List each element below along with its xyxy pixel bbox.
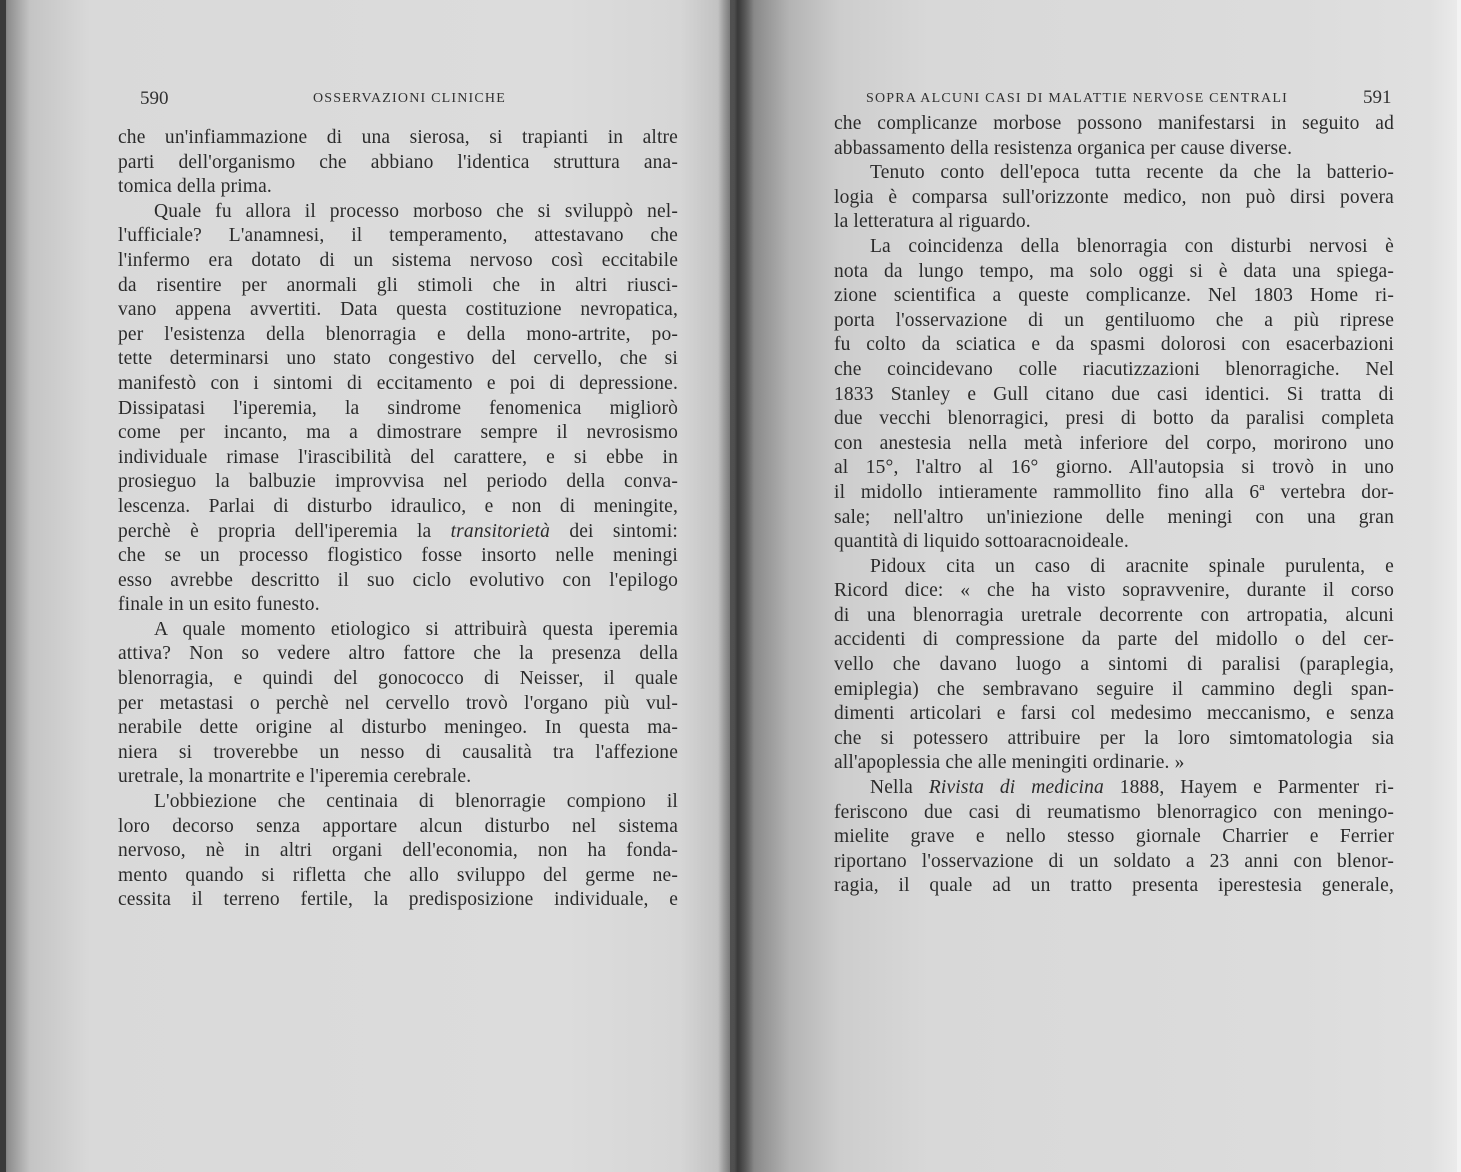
text-line: blenorragia, e quindi del gonococco di Neisser, il quale [118, 668, 678, 690]
text-line: parti dell'organismo che abbiano l'identica struttura ana- [118, 151, 678, 173]
text-line: A quale momento etiologico si attribuirà questa iperemia [154, 618, 678, 640]
text-line: abbassamento della resistenza organica per cause diverse. [834, 137, 1293, 159]
text-line: con anestesia nella metà inferiore del corpo, morirono uno [834, 432, 1394, 454]
text-line: accidenti di compressione da parte del midollo o del cer- [834, 629, 1394, 651]
text-line: che coincidevano colle riacutizzazioni blenorragiche. Nel [834, 358, 1394, 380]
text-line: due vecchi blenorragici, presi di botto da paralisi completa [834, 408, 1394, 430]
text-line: niera si troverebbe un nesso di causalità tra l'affezione [118, 741, 678, 763]
text-line: Quale fu allora il processo morboso che si sviluppò nel- [154, 200, 678, 222]
text-run: 1888, Hayem e Parmenter ri- [1103, 777, 1394, 799]
text-line: la letteratura al riguardo. [834, 211, 1031, 233]
text-line: al 15°, l'altro al 16° giorno. All'autopsia si trovò in uno [834, 457, 1394, 479]
text-line: tette determinarsi uno stato congestivo del cervello, che si [118, 348, 678, 370]
text-line: che si potessero attribuire per la loro simtomatologia sia [834, 727, 1394, 749]
italic-text-run: transitorietà [450, 520, 551, 542]
text-line: di una blenorragia uretrale decorrente con artropatia, alcuni [834, 604, 1394, 626]
text-line: ragia, il quale ad un tratto presenta iperestesia generale, [834, 875, 1394, 897]
text-line [834, 776, 1394, 801]
text-line: uretrale, la monartrite e l'iperemia cerebrale. [118, 766, 472, 788]
text-line: nervoso, nè in altri organi dell'economia, non ha fonda- [118, 840, 678, 862]
text-line: emiplegia) che sembravano seguire il cammino degli span- [834, 678, 1394, 700]
text-line: come per incanto, ma a dimostrare sempre il nevrosismo [118, 422, 678, 444]
text-line: riportano l'osservazione di un soldato a 23 anni con blenor- [834, 850, 1394, 872]
text-line: all'apoplessia che alle meningiti ordinarie. » [834, 752, 1185, 774]
text-line: che un'infiammazione di una sierosa, si trapianti in altre [118, 127, 678, 148]
text-line: quantità di liquido sottoaracnoideale. [834, 531, 1129, 553]
text-line: cessita il terreno fertile, la predisposizione individuale, e [118, 889, 678, 911]
text-line: finale in un esito funesto. [118, 594, 320, 616]
page-edge [1457, 0, 1461, 1172]
running-head: OSSERVAZIONI CLINICHE [313, 91, 506, 106]
text-line: zione scientifica a queste complicanze. Nel 1803 Home ri- [834, 285, 1394, 307]
text-line: Pidoux cita un caso di aracnite spinale purulenta, e [870, 555, 1394, 577]
page-number: 591 [1363, 87, 1392, 108]
text-line: Ricord dice: « che ha visto sopravvenire, durante il corso [834, 580, 1394, 602]
text-line: dimenti articolari e farsi col medesimo meccanismo, e senza [834, 703, 1394, 725]
text-line: feriscono due casi di reumatismo blenorragico con meningo- [834, 801, 1394, 823]
page-edge-shadow [0, 0, 6, 1172]
text-line: mento quando si rifletta che allo sviluppo del germe ne- [118, 864, 678, 886]
text-line: 1833 Stanley e Gull citano due casi identici. Si tratta di [834, 383, 1394, 405]
text-line: che se un processo flogistico fosse insorto nelle meningi [118, 545, 678, 567]
text-line: logia è comparsa sull'orizzonte medico, non può dirsi povera [834, 186, 1394, 208]
text-line [118, 520, 678, 545]
text-line: da risentire per anormali gli stimoli che in altri riusci- [118, 274, 678, 296]
text-line: sale; nell'altro un'iniezione delle meningi con una gran [834, 506, 1394, 528]
text-line: esso avrebbe descritto il suo ciclo evolutivo con l'epilogo [118, 569, 678, 591]
text-run: dei sintomi: [550, 520, 678, 542]
text-line: nota da lungo tempo, ma solo oggi si è data una spiega- [834, 260, 1394, 282]
book-gutter [718, 0, 754, 1172]
text-line: prosieguo la balbuzie improvvisa nel periodo della conva- [118, 471, 678, 493]
text-line: vello che davano luogo a sintomi di paralisi (paraplegia, [834, 654, 1394, 676]
text-line: attiva? Non so vedere altro fattore che la presenza della [118, 643, 678, 665]
text-line: individuale rimase l'irascibilità del carattere, e si ebbe in [118, 446, 678, 468]
text-line: vano appena avvertiti. Data questa costituzione nevropatica, [118, 299, 678, 321]
italic-text-run: Rivista di medicina [928, 777, 1104, 799]
running-head: SOPRA ALCUNI CASI DI MALATTIE NERVOSE CENTRALI [866, 91, 1288, 106]
text-line: mielite grave e nello stesso giornale Charrier e Ferrier [834, 826, 1394, 848]
text-line: Dissipatasi l'iperemia, la sindrome fenomenica migliorò [118, 397, 678, 419]
text-line: lescenza. Parlai di disturbo idraulico, e non di meningite, [118, 495, 678, 517]
left-page-text [118, 126, 678, 913]
text-line: per l'esistenza della blenorragia e della mono-artrite, po- [118, 323, 678, 345]
text-line: che complicanze morbose possono manifestarsi in seguito ad [834, 113, 1394, 134]
text-line: l'infermo era dotato di un sistema nervoso così eccitabile [118, 249, 678, 271]
text-run: perchè è propria dell'iperemia la [118, 520, 451, 542]
page-number: 590 [140, 88, 169, 109]
text-line: porta l'osservazione di un gentiluomo che a più riprese [834, 309, 1394, 331]
text-line: fu colto da sciatica e da spasmi dolorosi con esacerbazioni [834, 334, 1394, 356]
text-line: nerabile dette origine al disturbo meningeo. In questa ma- [118, 717, 678, 739]
left-page [0, 0, 730, 1172]
text-line: loro decorso senza apportare alcun disturbo nel sistema [118, 815, 678, 837]
text-line: Tenuto conto dell'epoca tutta recente da che la batterio- [870, 162, 1394, 184]
text-line: L'obbiezione che centinaia di blenorragie compiono il [154, 791, 678, 813]
text-line: per metastasi o perchè nel cervello trovò l'organo più vul- [118, 692, 678, 714]
text-line: La coincidenza della blenorragia con disturbi nervosi è [870, 235, 1394, 257]
text-line: il midollo intieramente rammollito fino alla 6ª vertebra dor- [834, 481, 1394, 503]
text-line: tomica della prima. [118, 176, 272, 198]
right-page-text [834, 112, 1394, 899]
text-run: Nella [870, 777, 929, 799]
text-line: manifestò con i sintomi di eccitamento e poi di depressione. [118, 372, 678, 394]
text-line: l'ufficiale? L'anamnesi, il temperamento, attestavano che [118, 225, 678, 247]
right-page [730, 0, 1461, 1172]
